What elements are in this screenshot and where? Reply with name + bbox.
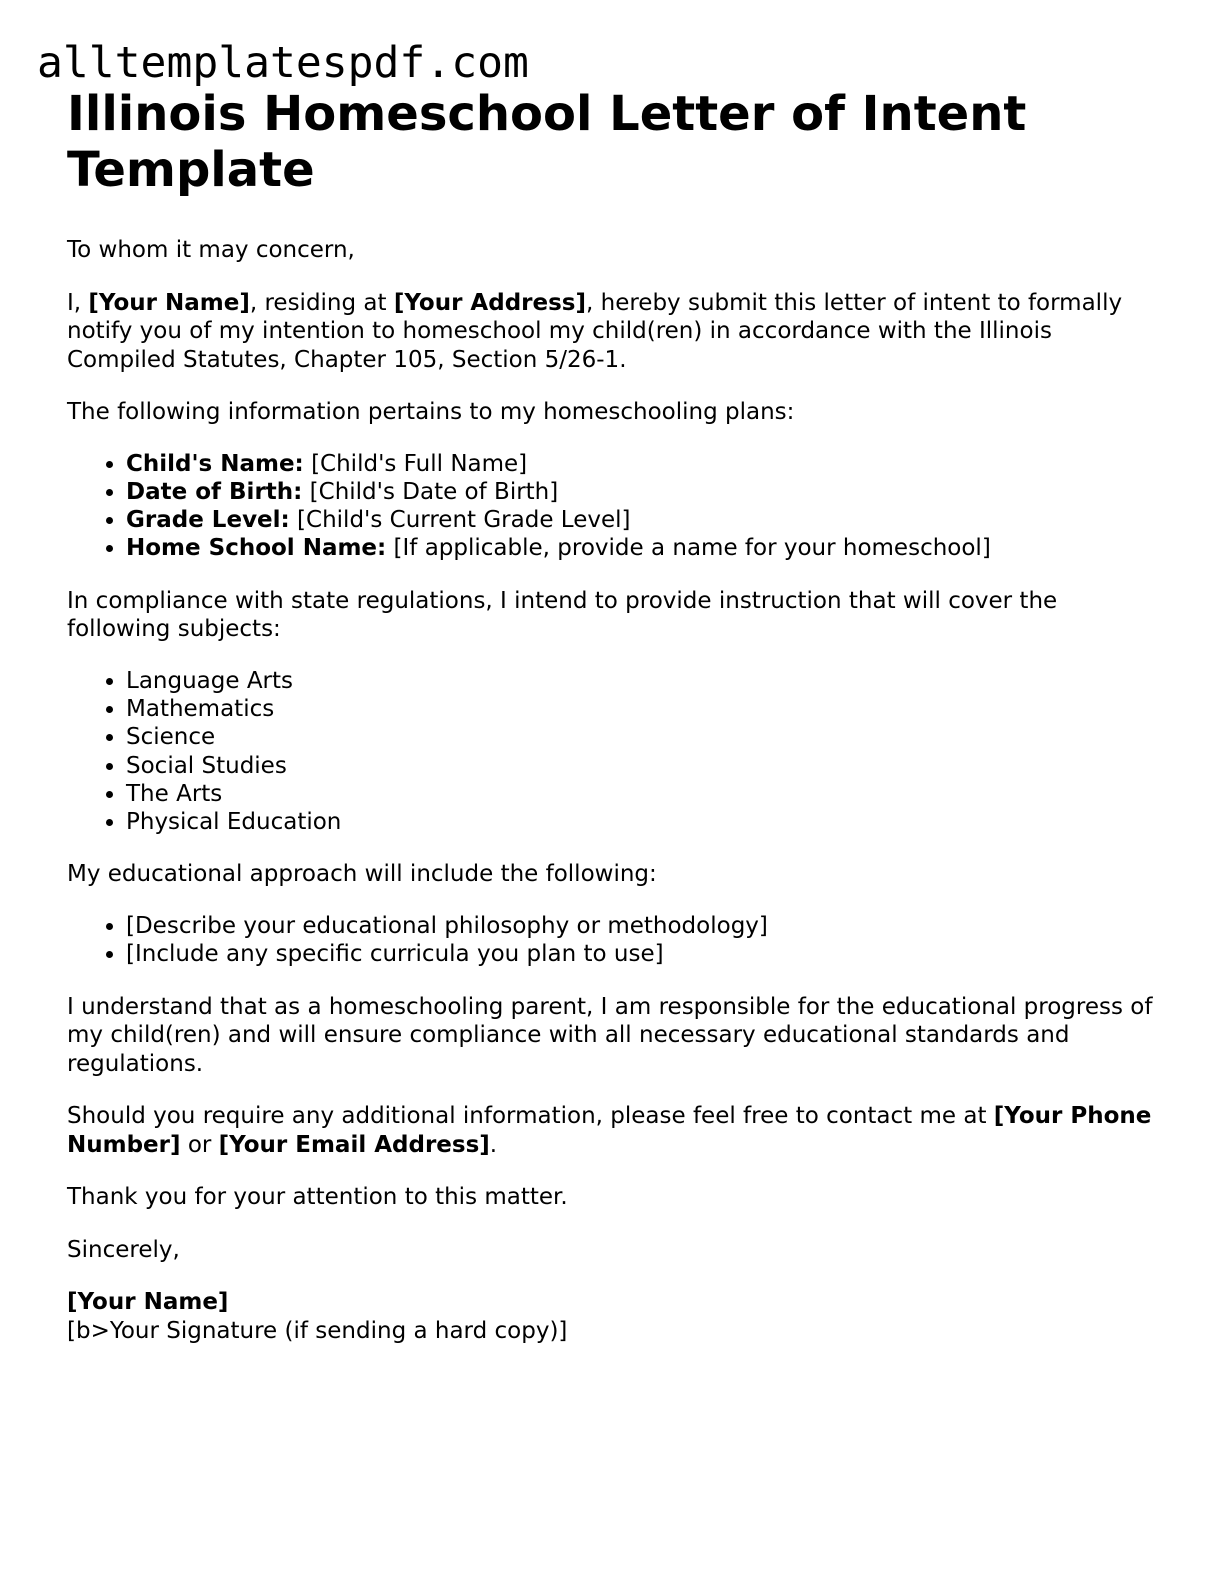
list-item: • Mathematics [126,695,1157,723]
list-item: • Science [126,723,1157,751]
email-placeholder: [Your Email Address] [218,1131,490,1158]
intro-middle: , residing at [249,289,394,316]
intro-paragraph [67,289,1157,375]
contact-middle: or [180,1131,219,1158]
your-address-placeholder: [Your Address] [393,289,586,316]
info-label: Grade Level: [126,507,290,534]
info-value: [Child's Date of Birth] [302,478,559,505]
list-item [126,450,1157,478]
subjects-list [67,667,1157,837]
info-value: [Child's Current Grade Level] [289,507,631,534]
salutation: To whom it may concern, [67,237,355,263]
info-label: Home School Name: [126,535,387,562]
signature-name: [Your Name] [67,1289,229,1316]
contact-prefix: Should you require any additional information, please feel free to contact me at [67,1103,994,1130]
list-item: • Language Arts [126,667,1157,695]
info-value: [Child's Full Name] [303,450,528,477]
list-item [126,506,1157,534]
contact-paragraph [67,1102,1157,1159]
closing-line: Sincerely, [67,1236,180,1263]
your-name-placeholder: [Your Name] [88,289,250,316]
intro-suffix: , hereby submit this letter of intent to formally notify you of my intention to homeschool my child(ren) in accordance with the Illinois Compiled Statutes, Chapter 105, Section 5/26-1. [67,289,1123,373]
list-item: • Physical Education [126,808,1157,836]
contact-suffix: . [489,1131,498,1158]
thanks-line: Thank you for your attention to this matter. [67,1184,568,1211]
info-label: Child's Name: [126,450,304,477]
list-item [126,478,1157,506]
list-item: • [Include any specific curricula you plan to use] [126,940,1157,968]
list-item: • Social Studies [126,752,1157,780]
approach-list [67,912,1157,969]
intro-prefix: I, [67,289,89,316]
signature-block [67,1288,1157,1345]
phone-placeholder: [Your Phone Number] [67,1103,1152,1158]
approach-intro: My educational approach will include the following: [67,861,657,888]
signature-note: [b>Your Signature (if sending a hard copy)] [67,1317,568,1344]
subjects-intro: In compliance with state regulations, I intend to provide instruction that will cover the following subjects: [67,587,1058,643]
watermark: alltemplatespdf.com [37,38,529,88]
list-item [126,534,1157,562]
letter-document [67,86,1157,1345]
info-intro: The following information pertains to my homeschooling plans: [67,399,795,425]
page-title: Illinois Homeschool Letter of Intent Template [67,86,1027,198]
info-label: Date of Birth: [126,478,303,505]
list-item: • The Arts [126,780,1157,808]
info-value: [If applicable, provide a name for your homeschool] [386,535,991,562]
list-item: • [Describe your educational philosophy or methodology] [126,912,1157,940]
info-list [67,450,1157,563]
responsibility-paragraph: I understand that as a homeschooling parent, I am responsible for the educational progress of my child(ren) and will ensure compliance with all necessary educational standards and regulations. [67,993,1153,1077]
